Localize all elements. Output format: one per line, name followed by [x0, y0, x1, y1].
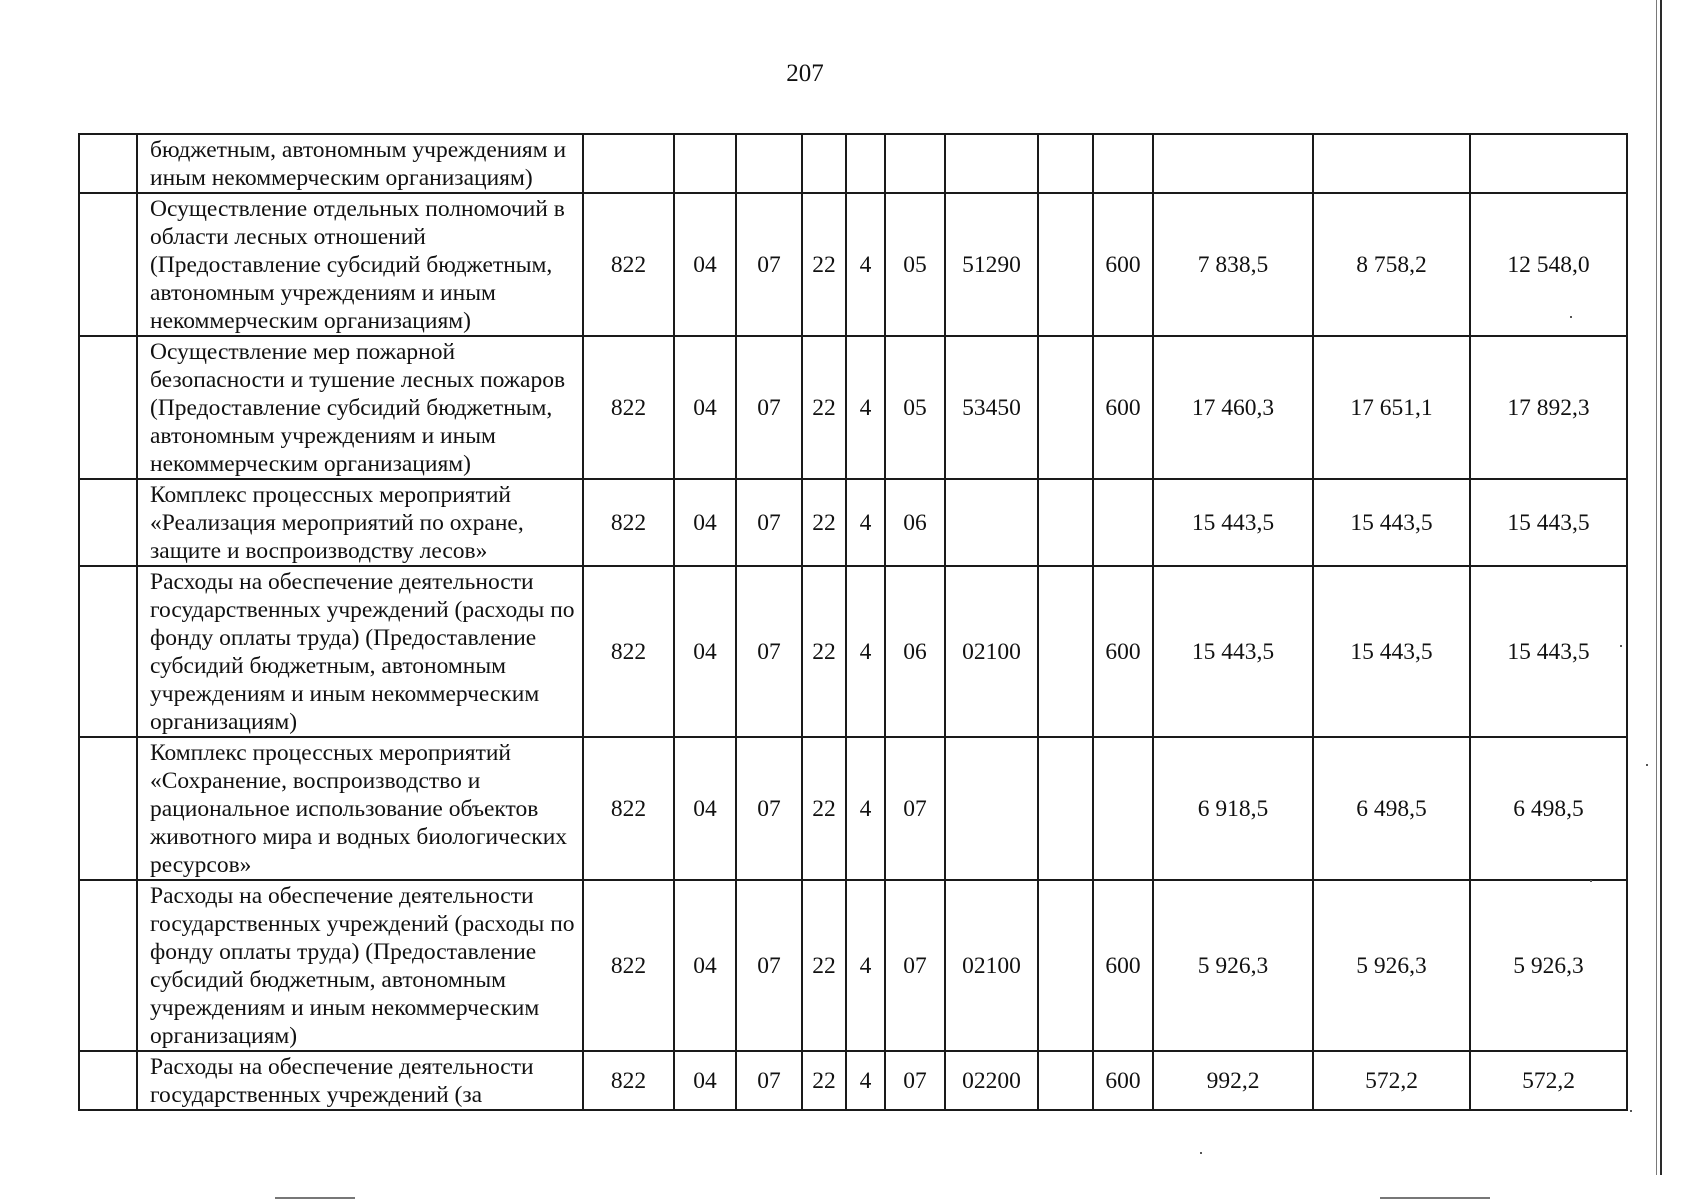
amount-year-3-cell: 15 443,5: [1470, 566, 1627, 737]
amount-year-1-cell: 992,2: [1153, 1051, 1313, 1110]
section-code-cell: 04: [674, 1051, 736, 1110]
table-row: [79, 1051, 1627, 1110]
row-number-cell: [79, 737, 137, 880]
program-type-cell: [846, 134, 885, 193]
program-code-cell: 22: [802, 479, 846, 566]
extra-code-cell: [1038, 193, 1093, 336]
program-type-cell: 4: [846, 1051, 885, 1110]
subsection-code-cell: [736, 134, 802, 193]
row-number-cell: [79, 134, 137, 193]
subprogram-code-cell: 07: [885, 880, 945, 1051]
scan-mark: [1380, 1197, 1490, 1199]
ministry-code-cell: 822: [583, 880, 674, 1051]
amount-year-3-cell: 12 548,0: [1470, 193, 1627, 336]
amount-year-1-cell: 15 443,5: [1153, 479, 1313, 566]
section-code-cell: 04: [674, 880, 736, 1051]
table-row: [79, 336, 1627, 479]
program-type-cell: 4: [846, 336, 885, 479]
ministry-code-cell: [583, 134, 674, 193]
amount-year-1-cell: 17 460,3: [1153, 336, 1313, 479]
table-row: [79, 193, 1627, 336]
subprogram-code-cell: 05: [885, 336, 945, 479]
program-code-cell: 22: [802, 336, 846, 479]
subsection-code-cell: 07: [736, 193, 802, 336]
extra-code-cell: [1038, 336, 1093, 479]
row-number-cell: [79, 880, 137, 1051]
direction-code-cell: 53450: [945, 336, 1038, 479]
description-cell: Расходы на обеспечение деятельности государственных учреждений (расходы по фонду оплаты труда) (Предоставление субсидий бюджетным, автономным учреждениям и иным некоммерческим организациям): [137, 880, 583, 1051]
section-code-cell: 04: [674, 193, 736, 336]
section-code-cell: 04: [674, 336, 736, 479]
amount-year-3-cell: 572,2: [1470, 1051, 1627, 1110]
expense-type-cell: 600: [1093, 1051, 1153, 1110]
expense-type-cell: [1093, 737, 1153, 880]
direction-code-cell: [945, 134, 1038, 193]
amount-year-3-cell: 17 892,3: [1470, 336, 1627, 479]
section-code-cell: [674, 134, 736, 193]
expense-type-cell: 600: [1093, 193, 1153, 336]
extra-code-cell: [1038, 479, 1093, 566]
table-row: [79, 134, 1627, 193]
extra-code-cell: [1038, 566, 1093, 737]
expense-type-cell: 600: [1093, 880, 1153, 1051]
subprogram-code-cell: [885, 134, 945, 193]
program-type-cell: 4: [846, 193, 885, 336]
expense-type-cell: [1093, 479, 1153, 566]
direction-code-cell: 02100: [945, 880, 1038, 1051]
scan-speck: [1630, 1110, 1632, 1112]
program-code-cell: 22: [802, 566, 846, 737]
amount-year-1-cell: 15 443,5: [1153, 566, 1313, 737]
program-type-cell: 4: [846, 737, 885, 880]
scan-speck: [1200, 1152, 1202, 1154]
amount-year-1-cell: 5 926,3: [1153, 880, 1313, 1051]
ministry-code-cell: 822: [583, 737, 674, 880]
amount-year-1-cell: [1153, 134, 1313, 193]
extra-code-cell: [1038, 737, 1093, 880]
program-type-cell: 4: [846, 479, 885, 566]
scan-edge-line: [1660, 0, 1662, 1175]
subsection-code-cell: 07: [736, 1051, 802, 1110]
amount-year-2-cell: 15 443,5: [1313, 566, 1470, 737]
subprogram-code-cell: 07: [885, 1051, 945, 1110]
ministry-code-cell: 822: [583, 1051, 674, 1110]
extra-code-cell: [1038, 134, 1093, 193]
subprogram-code-cell: 06: [885, 479, 945, 566]
extra-code-cell: [1038, 1051, 1093, 1110]
description-cell: Комплекс процессных мероприятий «Реализация мероприятий по охране, защите и воспроизводству лесов»: [137, 479, 583, 566]
subprogram-code-cell: 05: [885, 193, 945, 336]
table-row: [79, 737, 1627, 880]
row-number-cell: [79, 1051, 137, 1110]
amount-year-3-cell: 15 443,5: [1470, 479, 1627, 566]
direction-code-cell: 51290: [945, 193, 1038, 336]
direction-code-cell: 02100: [945, 566, 1038, 737]
program-code-cell: 22: [802, 193, 846, 336]
description-cell: Осуществление отдельных полномочий в области лесных отношений (Предоставление субсидий бюджетным, автономным учреждениям и иным некоммерческим организациям): [137, 193, 583, 336]
program-code-cell: 22: [802, 737, 846, 880]
subprogram-code-cell: 07: [885, 737, 945, 880]
row-number-cell: [79, 479, 137, 566]
program-type-cell: 4: [846, 880, 885, 1051]
extra-code-cell: [1038, 880, 1093, 1051]
amount-year-2-cell: 5 926,3: [1313, 880, 1470, 1051]
table-row: [79, 479, 1627, 566]
expense-type-cell: 600: [1093, 566, 1153, 737]
expense-type-cell: [1093, 134, 1153, 193]
subsection-code-cell: 07: [736, 336, 802, 479]
amount-year-3-cell: [1470, 134, 1627, 193]
amount-year-2-cell: 17 651,1: [1313, 336, 1470, 479]
table-row: [79, 566, 1627, 737]
subsection-code-cell: 07: [736, 479, 802, 566]
program-code-cell: 22: [802, 1051, 846, 1110]
scan-edge-line: [1656, 0, 1657, 1175]
program-code-cell: 22: [802, 880, 846, 1051]
scan-speck: [1620, 645, 1622, 647]
budget-table: [78, 133, 1628, 1111]
row-number-cell: [79, 566, 137, 737]
description-cell: Расходы на обеспечение деятельности государственных учреждений (за: [137, 1051, 583, 1110]
program-code-cell: [802, 134, 846, 193]
amount-year-1-cell: 6 918,5: [1153, 737, 1313, 880]
subsection-code-cell: 07: [736, 737, 802, 880]
page-number: 207: [786, 60, 824, 87]
direction-code-cell: 02200: [945, 1051, 1038, 1110]
subsection-code-cell: 07: [736, 566, 802, 737]
amount-year-1-cell: 7 838,5: [1153, 193, 1313, 336]
scan-mark: [275, 1197, 355, 1199]
section-code-cell: 04: [674, 479, 736, 566]
amount-year-3-cell: 6 498,5: [1470, 737, 1627, 880]
scan-speck: [1646, 764, 1648, 766]
expense-type-cell: 600: [1093, 336, 1153, 479]
amount-year-2-cell: 572,2: [1313, 1051, 1470, 1110]
section-code-cell: 04: [674, 737, 736, 880]
subprogram-code-cell: 06: [885, 566, 945, 737]
description-cell: Осуществление мер пожарной безопасности и тушение лесных пожаров (Предоставление субсидий бюджетным, автономным учреждениям и иным некоммерческим организациям): [137, 336, 583, 479]
ministry-code-cell: 822: [583, 193, 674, 336]
row-number-cell: [79, 336, 137, 479]
description-cell: Расходы на обеспечение деятельности государственных учреждений (расходы по фонду оплаты труда) (Предоставление субсидий бюджетным, автономным учреждениям и иным некоммерческим организациям): [137, 566, 583, 737]
scan-speck: [1570, 316, 1572, 318]
program-type-cell: 4: [846, 566, 885, 737]
amount-year-3-cell: 5 926,3: [1470, 880, 1627, 1051]
table-row: [79, 880, 1627, 1051]
amount-year-2-cell: [1313, 134, 1470, 193]
amount-year-2-cell: 15 443,5: [1313, 479, 1470, 566]
direction-code-cell: [945, 479, 1038, 566]
ministry-code-cell: 822: [583, 479, 674, 566]
amount-year-2-cell: 6 498,5: [1313, 737, 1470, 880]
subsection-code-cell: 07: [736, 880, 802, 1051]
scan-speck: [1590, 880, 1592, 882]
description-cell: Комплекс процессных мероприятий «Сохранение, воспроизводство и рациональное использование объектов животного мира и водных биологических ресурсов»: [137, 737, 583, 880]
direction-code-cell: [945, 737, 1038, 880]
ministry-code-cell: 822: [583, 336, 674, 479]
description-cell: бюджетным, автономным учреждениям и иным некоммерческим организациям): [137, 134, 583, 193]
ministry-code-cell: 822: [583, 566, 674, 737]
section-code-cell: 04: [674, 566, 736, 737]
amount-year-2-cell: 8 758,2: [1313, 193, 1470, 336]
row-number-cell: [79, 193, 137, 336]
